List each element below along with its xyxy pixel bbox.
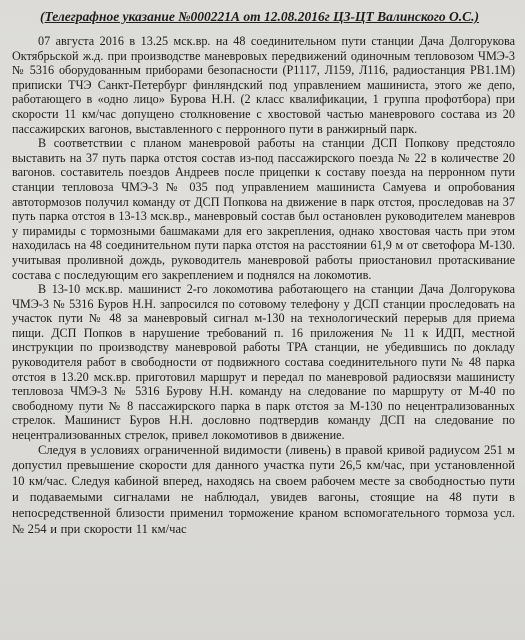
paragraph-1: 07 августа 2016 в 13.25 мск.вр. на 48 соединительном пути станции Дача Долгорукова Октябрьской ж.д. при производстве маневровых передвижений одиночным тепловозом ЧМЭ-3 № 5316 оборудованным приборами безопасности (Р1117, Л159, Л116, радиостанция РВ1.1М) приписки ТЧЭ Санкт-Петербург финляндский под управлением машиниста, этого же депо, работающего в «одно лицо» Бурова Н.Н. (2 класс квалификации, 1 группа профотбора) при скорости 11 км/час допущено столкновение с хвостовой частью маневрового состава из 20 пассажирских вагонов, выставленного с перронного пути в ранжирный парк.	[12, 34, 515, 136]
paragraph-3: В 13-10 мск.вр. машинист 2-го локомотива работающего на станции Дача Долгорукова ЧМЭ-3 № 5316 Буров Н.Н. запросился по сотовому телефону у ДСП станции проследовать на участок пути № 48 за маневровый сигнал м-130 на технологический перерыв для приема пищи. ДСП Попков в нарушение требований п. 16 приложения № 11 к ИДП, местной инструкции по производству маневровой работы ТРА станции, не убедившись по докладу руководителя работ в свободности от подвижного состава соединительного пути № 48 парка отстоя в 13.20 мск.вр. приготовил маршрут и передал по маневровой радиосвязи машинисту тепловоза ЧМЭ-3 № 5316 Бурову Н.Н. команду на следование по маршруту от М-40 по свободному пути № 8 пассажирского парка в парк отстоя за М-130 по нецентрализованных стрелок. Машинист Буров Н.Н. дословно подтвердив команду ДСП на следование по нецентрализованных стрелок, привел локомотивов в движение.	[12, 282, 515, 443]
document-title: (Телеграфное указание №000221А от 12.08.2016г ЦЗ-ЦТ Валинского О.С.)	[39, 9, 480, 24]
paragraph-4: Следуя в условиях ограниченной видимости (ливень) в правой кривой радиусом 251 м допустил превышение скорости для данного участка пути 26,5 км/час, при установленной 10 км/час. Следуя кабиной вперед, находясь на своем рабочем месте за свободностью пути и подаваемыми сигналами не наблюдал, увидев вагоны, стоящие на 48 пути в непосредственной близости применил торможение краном вспомогательного тормоза усл. № 254 и при скорости 11 км/час	[12, 442, 515, 536]
paragraph-2: В соответствии с планом маневровой работы на станции ДСП Попкову предстояло выставить на 37 путь парка отстоя состав из-под пассажирского поезда № 22 в количестве 20 вагонов. составитель поездов Андреев после прицепки к составу поезда на перронном пути станции тепловоза ЧМЭ-3 № 035 под управлением машиниста Самуева и опробования автотормозов получил команду от ДСП Попкова на движение в парк отстоя, проследовав на 37 путь парка отстоя в 13-13 мск.вр., маневровый состав был остановлен руководителем маневров у пирамиды с тормозными башмаками для его закрепления, однако хвостовая часть при этом находилась на 48 соединительном пути парка отстоя на расстоянии 61,9 м от светофора М-130. учитывая проливной дождь, руководитель маневровой работы приостановил протаскивание состава с последующим его закреплением и поднялся на локомотив.	[12, 136, 515, 282]
